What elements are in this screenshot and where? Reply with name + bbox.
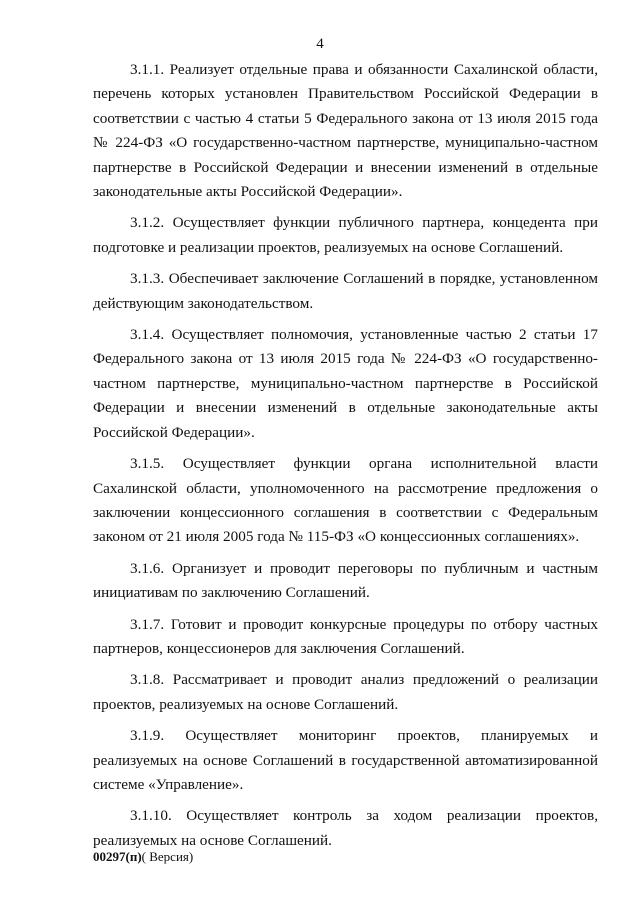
document-code: 00297(п)	[93, 849, 142, 864]
page-number: 4	[316, 36, 324, 52]
document-body	[93, 58, 598, 860]
paragraph-3-1-3: 3.1.3. Обеспечивает заключение Соглашений в порядке, установленном действующим законодательством.	[93, 270, 598, 312]
paragraph-3-1-4: 3.1.4. Осуществляет полномочия, установленные частью 2 статьи 17 Федерального закона от 13 июля 2015 года № 224-ФЗ «О государственно-частном партнерстве, муниципально-частном партнерстве в Российской Федерации и внесении изменений в отдельные законодательные акты Российской Федерации».	[93, 326, 598, 441]
paragraph-3-1-8: 3.1.8. Рассматривает и проводит анализ предложений о реализации проектов, реализуемых на основе Соглашений.	[93, 671, 598, 713]
paragraph-3-1-9: 3.1.9. Осуществляет мониторинг проектов, планируемых и реализуемых на основе Соглашений в государственной автоматизированной системе «Управление».	[93, 727, 598, 793]
document-footer	[93, 849, 193, 865]
paragraph-3-1-5: 3.1.5. Осуществляет функции органа исполнительной власти Сахалинской области, уполномоченного на рассмотрение предложения о заключении концессионного соглашения в соответствии с Федеральным законом от 21 июля 2005 года № 115-ФЗ «О концессионных соглашениях».	[93, 455, 598, 546]
paragraph-3-1-1: 3.1.1. Реализует отдельные права и обязанности Сахалинской области, перечень которых установлен Правительством Российской Федерации в соответствии с частью 4 статьи 5 Федерального закона от 13 июля 2015 года № 224-ФЗ «О государственно-частном партнерстве, муниципально-частном партнерстве в Российской Федерации и внесении изменений в отдельные законодательные акты Российской Федерации».	[93, 61, 598, 201]
paragraph-3-1-6: 3.1.6. Организует и проводит переговоры по публичным и частным инициативам по заключению Соглашений.	[93, 559, 598, 602]
document-version: ( Версия)	[141, 849, 194, 864]
paragraph-3-1-7: 3.1.7. Готовит и проводит конкурсные процедуры по отбору частных партнеров, концессионеров для заключения Соглашений.	[93, 615, 598, 657]
paragraph-3-1-10: 3.1.10. Осуществляет контроль за ходом реализации проектов, реализуемых на основе Соглашений.	[93, 807, 598, 849]
paragraph-3-1-2: 3.1.2. Осуществляет функции публичного партнера, концедента при подготовке и реализации проектов, реализуемых на основе Соглашений.	[93, 214, 598, 256]
